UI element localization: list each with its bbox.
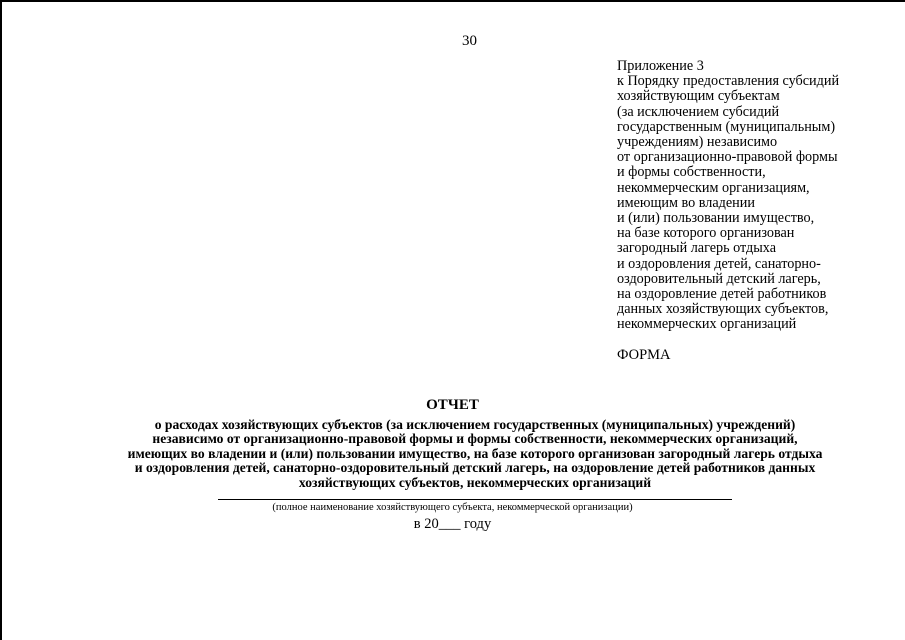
appendix-line: некоммерческих организаций [617,316,797,333]
appendix-line: государственным (муниципальным) [617,118,836,135]
report-subtitle-line: и оздоровления детей, санаторно-оздоровительный детский лагерь, на оздоровление детей работников данных [134,460,816,476]
appendix-line: и (или) пользовании имущество, [617,210,815,227]
appendix-line: имеющим во владении [617,194,755,211]
appendix-line: Приложение 3 [617,58,704,74]
appendix-line: данных хозяйствующих субъектов, [617,301,829,318]
scan-edge-left [0,0,2,640]
scan-edge-top [0,0,905,2]
appendix-line: и оздоровления детей, санаторно- [617,255,821,272]
appendix-line: загородный лагерь отдыха [617,240,777,257]
organization-name-field-line [218,499,732,500]
page-number: 30 [462,33,477,49]
appendix-line: оздоровительный детский лагерь, [617,270,821,287]
appendix-block [617,59,887,333]
report-subtitle-line: о расходах хозяйствующих субъектов (за исключением государственных (муниципальных) учреждений) [154,417,796,432]
appendix-line: учреждениям) независимо [617,134,778,151]
appendix-line: на базе которого организован [617,225,795,242]
appendix-line: (за исключением субсидий [617,103,780,120]
report-subtitle-line: хозяйствующих субъектов, некоммерческих организаций [298,474,652,490]
report-subtitle-line: независимо от организационно-правовой формы и формы собственности, некоммерческих организаций, [152,431,798,447]
appendix-line: некоммерческим организациям, [617,179,810,196]
report-title: ОТЧЕТ [426,397,479,413]
report-year-line: в 20___ году [413,516,492,532]
form-label: ФОРМА [617,347,671,363]
appendix-line: хозяйствующим субъектам [617,88,780,105]
appendix-line: от организационно-правовой формы [617,149,838,166]
report-subtitle [60,418,890,490]
appendix-line: и формы собственности, [617,164,766,181]
report-subtitle-line: имеющих во владении и (или) пользовании имущество, на базе которого организован загородный лагерь отдыха [127,445,823,461]
appendix-line: к Порядку предоставления субсидий [617,73,840,90]
organization-name-caption: (полное наименование хозяйствующего субъекта, некоммерческой организации) [272,502,633,513]
appendix-line: на оздоровление детей работников [617,286,827,303]
